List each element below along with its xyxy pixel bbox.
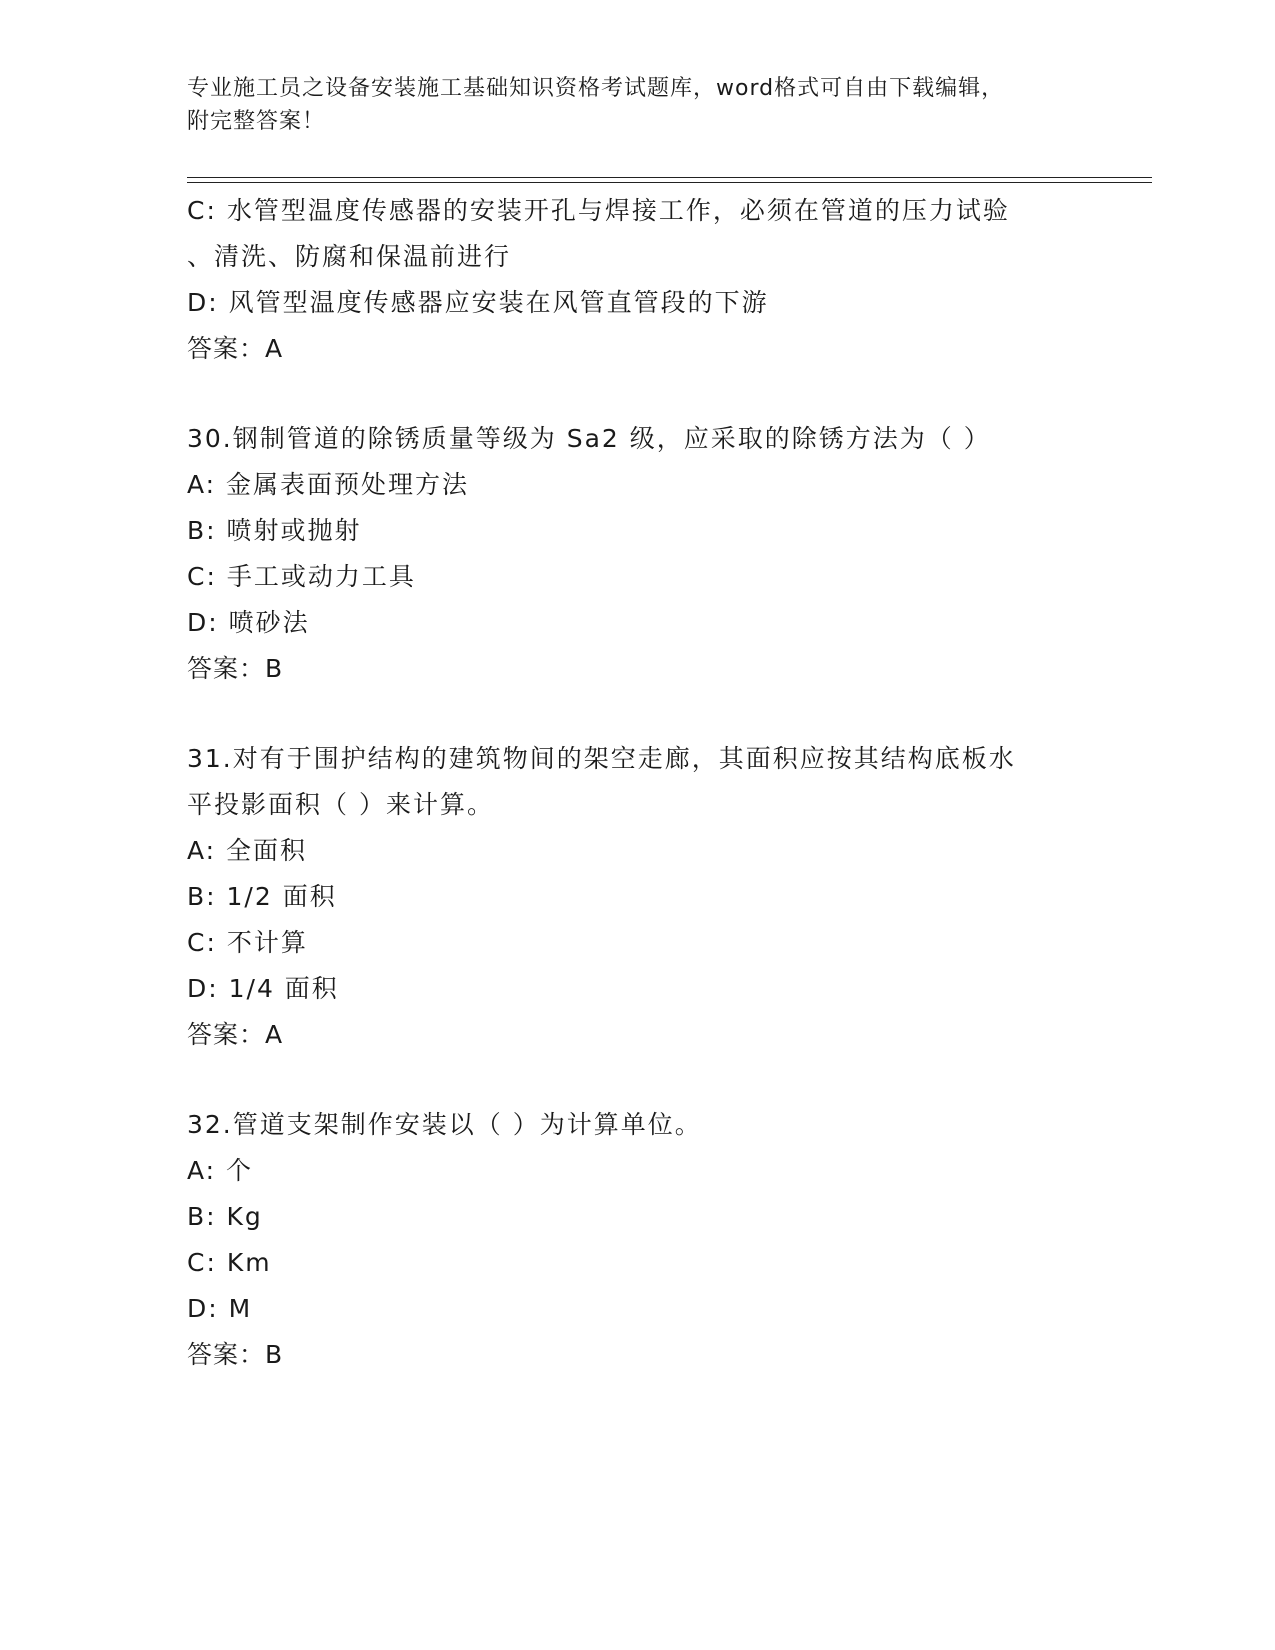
question-32 — [187, 1102, 1087, 1378]
answer: 答案：A — [187, 334, 284, 363]
question-stem: 30.钢制管道的除锈质量等级为 Sa2 级，应采取的除锈方法为（ ） — [187, 424, 991, 453]
header-divider-top — [187, 177, 1152, 178]
option-c: C: 水管型温度传感器的安装开孔与焊接工作，必须在管道的压力试验 — [187, 196, 1010, 225]
option-d: D: 1/4 面积 — [187, 974, 339, 1003]
option-d: D: 喷砂法 — [187, 608, 310, 637]
question-stem: 32.管道支架制作安装以（ ）为计算单位。 — [187, 1110, 702, 1139]
option-a: A: 全面积 — [187, 836, 308, 865]
header-divider-bottom — [187, 182, 1152, 183]
question-29-continued — [187, 188, 1087, 372]
document-header — [187, 72, 1087, 138]
option-a: A: 个 — [187, 1156, 254, 1185]
option-d: D: M — [187, 1294, 253, 1323]
question-list — [187, 188, 1087, 1378]
answer: 答案：A — [187, 1020, 284, 1049]
option-a: A: 金属表面预处理方法 — [187, 470, 470, 499]
answer: 答案：B — [187, 1340, 284, 1369]
option-d: D: 风管型温度传感器应安装在风管直管段的下游 — [187, 288, 769, 317]
option-c: C: 不计算 — [187, 928, 308, 957]
question-stem: 31.对有于围护结构的建筑物间的架空走廊，其面积应按其结构底板水 — [187, 744, 1016, 773]
question-30 — [187, 416, 1087, 692]
option-c: C: 手工或动力工具 — [187, 562, 416, 591]
header-line-2: 附完整答案！ — [187, 109, 326, 134]
question-stem-continued: 平投影面积（ ）来计算。 — [187, 790, 494, 819]
header-line-1: 专业施工员之设备安装施工基础知识资格考试题库，word格式可自由下载编辑， — [187, 76, 1005, 101]
option-b: B: 1/2 面积 — [187, 882, 337, 911]
option-b: B: 喷射或抛射 — [187, 516, 362, 545]
answer: 答案：B — [187, 654, 284, 683]
option-c: C: Km — [187, 1248, 272, 1277]
option-c-continued: 、清洗、防腐和保温前进行 — [187, 242, 512, 271]
option-b: B: Kg — [187, 1202, 263, 1231]
question-31 — [187, 736, 1087, 1058]
